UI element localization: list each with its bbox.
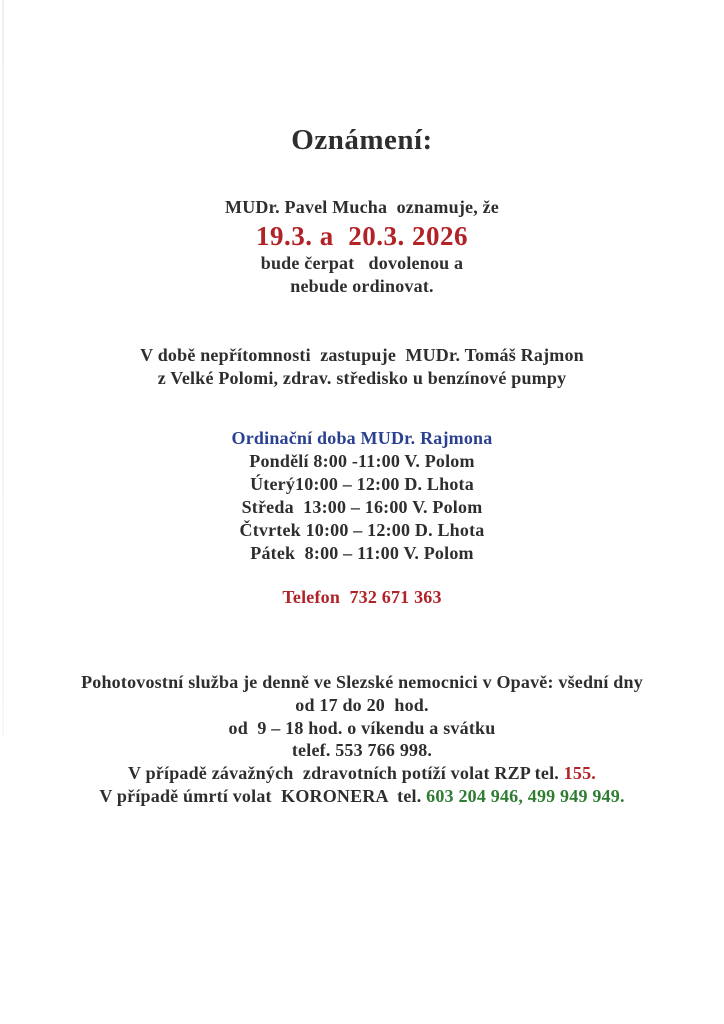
koroner-text: V případě úmrtí volat KORONERA tel. <box>99 785 427 806</box>
substitute-section <box>0 344 724 390</box>
schedule-row: Středa 13:00 – 16:00 V. Polom <box>241 497 483 517</box>
substitute-line-1: V době nepřítomnosti zastupuje MUDr. Tomáš Rajmon <box>140 345 584 365</box>
substitute-line-2: z Velké Polomi, zdrav. středisko u benzínové pumpy <box>157 368 567 388</box>
schedule-row: Čtvrtek 10:00 – 12:00 D. Lhota <box>239 520 485 540</box>
emergency-section <box>0 671 724 808</box>
rzp-text: V případě závažných zdravotních potíží volat RZP tel. <box>128 763 564 784</box>
schedule-section <box>0 427 724 609</box>
vacation-dates: 19.3. a 20.3. 2026 <box>256 221 468 251</box>
emergency-line-1: Pohotovostní služba je denně ve Slezské nemocnici v Opavě: všední dny <box>81 672 643 692</box>
schedule-row: Pondělí 8:00 -11:00 V. Polom <box>249 451 475 471</box>
koroner-line <box>0 785 724 808</box>
announcement-intro: MUDr. Pavel Mucha oznamuje, že <box>225 197 499 217</box>
koroner-numbers: 603 204 946, 499 949 949. <box>426 785 625 806</box>
schedule-heading: Ordinační doba MUDr. Rajmona <box>231 428 493 448</box>
announcement-line-3: nebude ordinovat. <box>290 276 434 296</box>
substitute-phone: Telefon 732 671 363 <box>282 587 442 607</box>
schedule-row: Pátek 8:00 – 11:00 V. Polom <box>250 543 474 563</box>
scan-artifact-line <box>2 0 4 737</box>
announcement-line-2: bude čerpat dovolenou a <box>260 253 464 273</box>
announcement-section <box>0 194 724 298</box>
notice-title: Oznámení: <box>291 124 433 156</box>
rzp-line <box>0 762 724 785</box>
emergency-line-2: od 17 do 20 hod. <box>295 694 429 715</box>
emergency-phone: telef. 553 766 998. <box>291 740 433 761</box>
emergency-line-3: od 9 – 18 hod. o víkendu a svátku <box>228 717 496 738</box>
schedule-row: Úterý10:00 – 12:00 D. Lhota <box>250 474 474 494</box>
rzp-number: 155. <box>563 763 596 784</box>
